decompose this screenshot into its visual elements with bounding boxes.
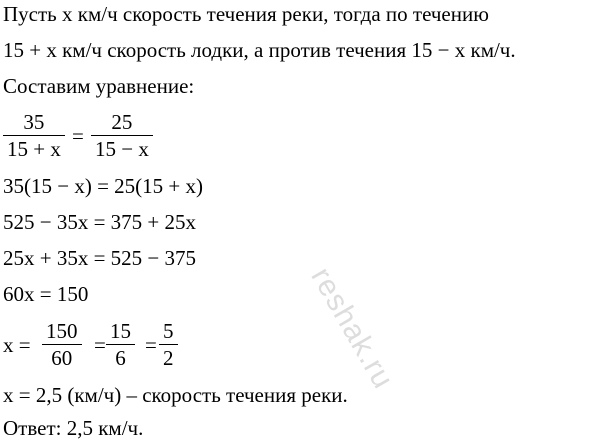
equals-sign-2: = xyxy=(94,333,106,357)
fraction-left-denominator: 15 + x xyxy=(3,135,65,161)
fraction-left-numerator: 35 xyxy=(23,110,45,134)
fraction-150-60 xyxy=(42,319,82,370)
text-line-3: Составим уравнение: xyxy=(3,74,195,98)
fraction-right-numerator: 25 xyxy=(111,110,133,134)
equation-line-5: 35(15 − x) = 25(15 + x) xyxy=(3,174,204,198)
fraction-15-6-denominator: 6 xyxy=(106,344,135,370)
fraction-left xyxy=(3,110,65,161)
text-line-1: Пусть x км/ч скорость течения реки, тогда по течению xyxy=(3,2,489,26)
fraction-15-6 xyxy=(106,319,135,370)
result-line: x = 2,5 (км/ч) – скорость течения реки. xyxy=(3,383,348,407)
equation-line-8: 60x = 150 xyxy=(3,282,89,306)
answer-line: Ответ: 2,5 км/ч. xyxy=(3,416,144,440)
x-equals: x = xyxy=(3,333,31,357)
fraction-15-6-numerator: 15 xyxy=(110,319,131,343)
fraction-5-2-denominator: 2 xyxy=(159,344,178,370)
fraction-right xyxy=(91,110,153,161)
watermark-logo: reshak.ru xyxy=(304,262,401,395)
fraction-right-denominator: 15 − x xyxy=(91,135,153,161)
equals-sign: = xyxy=(72,124,84,148)
equals-sign-3: = xyxy=(145,333,157,357)
fraction-150-60-numerator: 150 xyxy=(46,319,78,343)
equation-line-7: 25x + 35x = 525 − 375 xyxy=(3,246,197,270)
fraction-150-60-denominator: 60 xyxy=(42,344,82,370)
fraction-5-2-numerator: 5 xyxy=(163,319,174,343)
text-line-2: 15 + x км/ч скорость лодки, а против течения 15 − x км/ч. xyxy=(3,38,516,62)
fraction-5-2 xyxy=(159,319,178,370)
equation-line-6: 525 − 35x = 375 + 25x xyxy=(3,210,197,234)
